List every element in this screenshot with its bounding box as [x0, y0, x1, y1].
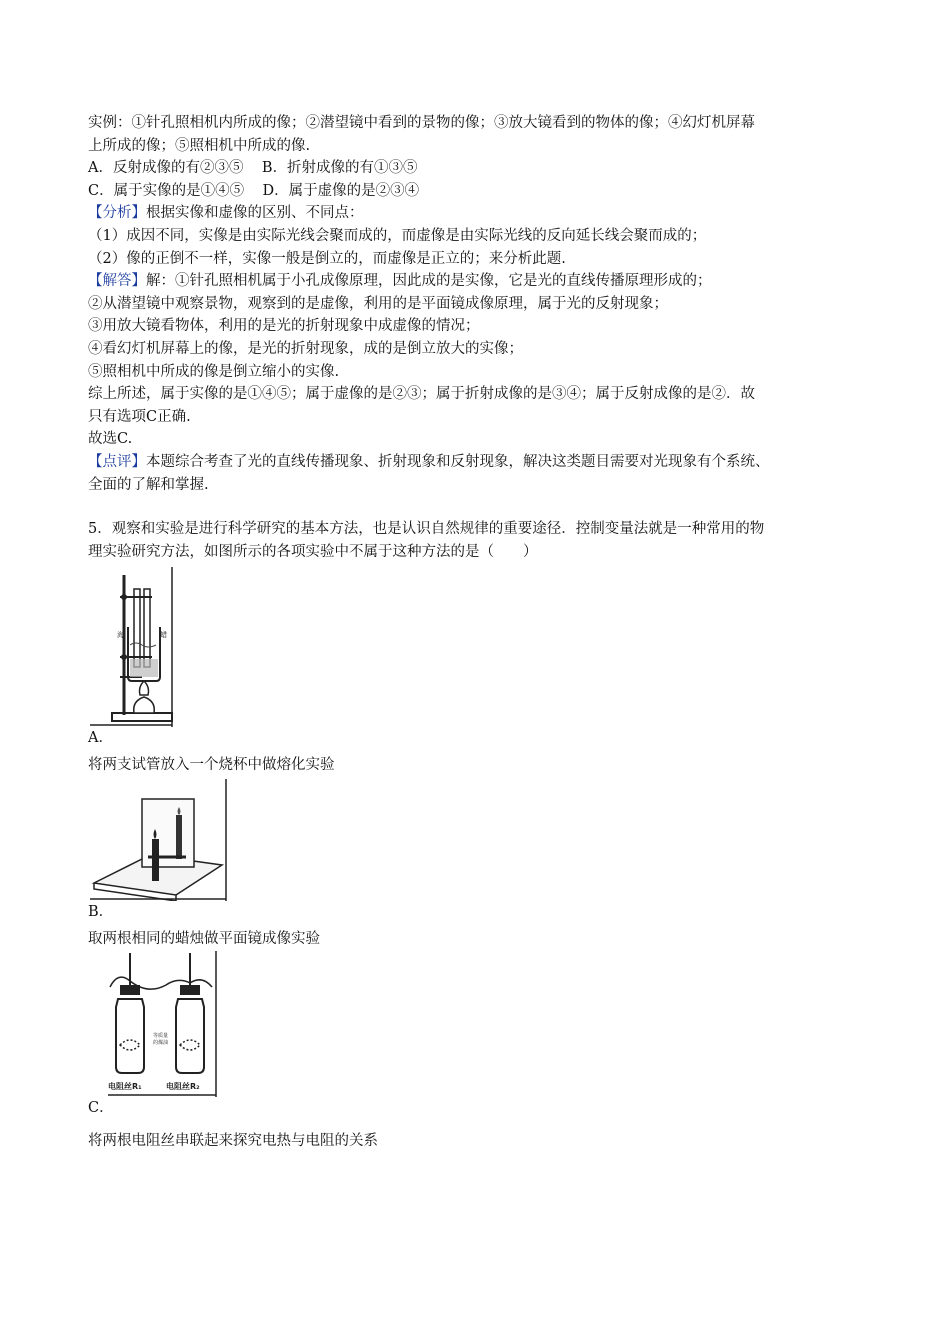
answer-line-4: ④看幻灯机屏幕上的像，是光的折射现象，成的是倒立放大的实像； — [88, 340, 523, 357]
option-a-caption: 将两支试管放入一个烧杯中做熔化实验 — [88, 757, 335, 774]
svg-text:等质量: 等质量 — [153, 1033, 169, 1040]
comment-tag: 【点评】 — [88, 453, 146, 470]
answer-line-3: ③用放大镜看物体，利用的是光的折射现象中成虚像的情况； — [88, 318, 480, 335]
answer-line-6: 综上所述，属于实像的是①④⑤；属于虚像的是②③；属于折射成像的是③④；属于反射成像的是②．故 — [88, 386, 755, 403]
option-c-label: C． — [88, 1100, 114, 1117]
comment-line-2: 全面的了解和掌握. — [88, 476, 209, 493]
figure-label-r1: 电阻丝R₁ — [108, 1082, 142, 1092]
option-c-figure — [108, 951, 868, 1097]
answer-line-7: 只有选项C正确. — [88, 408, 191, 425]
option-c-caption: 将两根电阻丝串联起来探究电热与电阻的关系 — [88, 1133, 378, 1150]
answer-line-5: ⑤照相机中所成的像是倒立缩小的实像. — [88, 363, 340, 380]
options-line-ab: A．反射成像的有②③⑤ B．折射成像的有①③⑤ — [88, 160, 418, 177]
analysis-text: 根据实像和虚像的区别、不同点： — [146, 205, 364, 222]
analysis-point-1: （1）成因不同，实像是由实际光线会聚而成的，而虚像是由实际光线的反向延长线会聚而成的； — [88, 227, 707, 244]
page-content — [88, 112, 868, 1153]
resistance-wire-image — [108, 951, 220, 1097]
svg-text:海: 海 — [117, 631, 124, 640]
answer-line — [88, 270, 868, 293]
option-b-label: B． — [88, 904, 114, 921]
question-5-stem-2: 理实验研究方法，如图所示的各项实验中不属于这种方法的是（ ） — [88, 543, 538, 560]
analysis-line — [88, 202, 868, 225]
answer-tag: 【解答】 — [88, 273, 146, 290]
options-line-cd: C．属于实像的是①④⑤ D．属于虚像的是②③④ — [88, 182, 420, 199]
svg-text:蜡: 蜡 — [160, 631, 167, 640]
svg-text:的煤油: 的煤油 — [153, 1040, 169, 1047]
analysis-point-2: （2）像的正倒不一样，实像一般是倒立的，而虚像是正立的；来分析此题. — [88, 250, 566, 267]
option-a-label: A． — [88, 730, 113, 747]
analysis-tag: 【分析】 — [88, 205, 146, 222]
example-line-2: 上所成的像；⑤照相机中所成的像. — [88, 137, 311, 154]
question-5-stem-1: 5．观察和实验是进行科学研究的基本方法，也是认识自然规律的重要途径．控制变量法就是一种常用的物 — [88, 521, 765, 538]
plane-mirror-image — [90, 779, 230, 901]
answer-first: 解：①针孔照相机属于小孔成像原理，因此成的是实像，它是光的直线传播原理形成的； — [146, 273, 712, 290]
comment-first: 本题综合考查了光的直线传播现象、折射现象和反射现象，解决这类题目需要对光现象有个系统、 — [146, 453, 770, 470]
option-a-figure — [90, 567, 868, 727]
example-line-1: 实例：①针孔照相机内所成的像；②潜望镜中看到的景物的像；③放大镜看到的物体的像；④幻灯机屏幕 — [88, 115, 755, 131]
option-b-figure — [90, 779, 868, 901]
answer-line-2: ②从潜望镜中观察景物，观察到的是虚像，利用的是平面镜成像原理，属于光的反射现象； — [88, 295, 668, 312]
comment-line — [88, 451, 868, 474]
figure-label-r2: 电阻丝R₂ — [166, 1082, 200, 1092]
option-b-caption: 取两根相同的蜡烛做平面镜成像实验 — [88, 931, 320, 948]
answer-line-8: 故选C. — [88, 431, 133, 448]
melting-experiment-image — [90, 567, 180, 727]
